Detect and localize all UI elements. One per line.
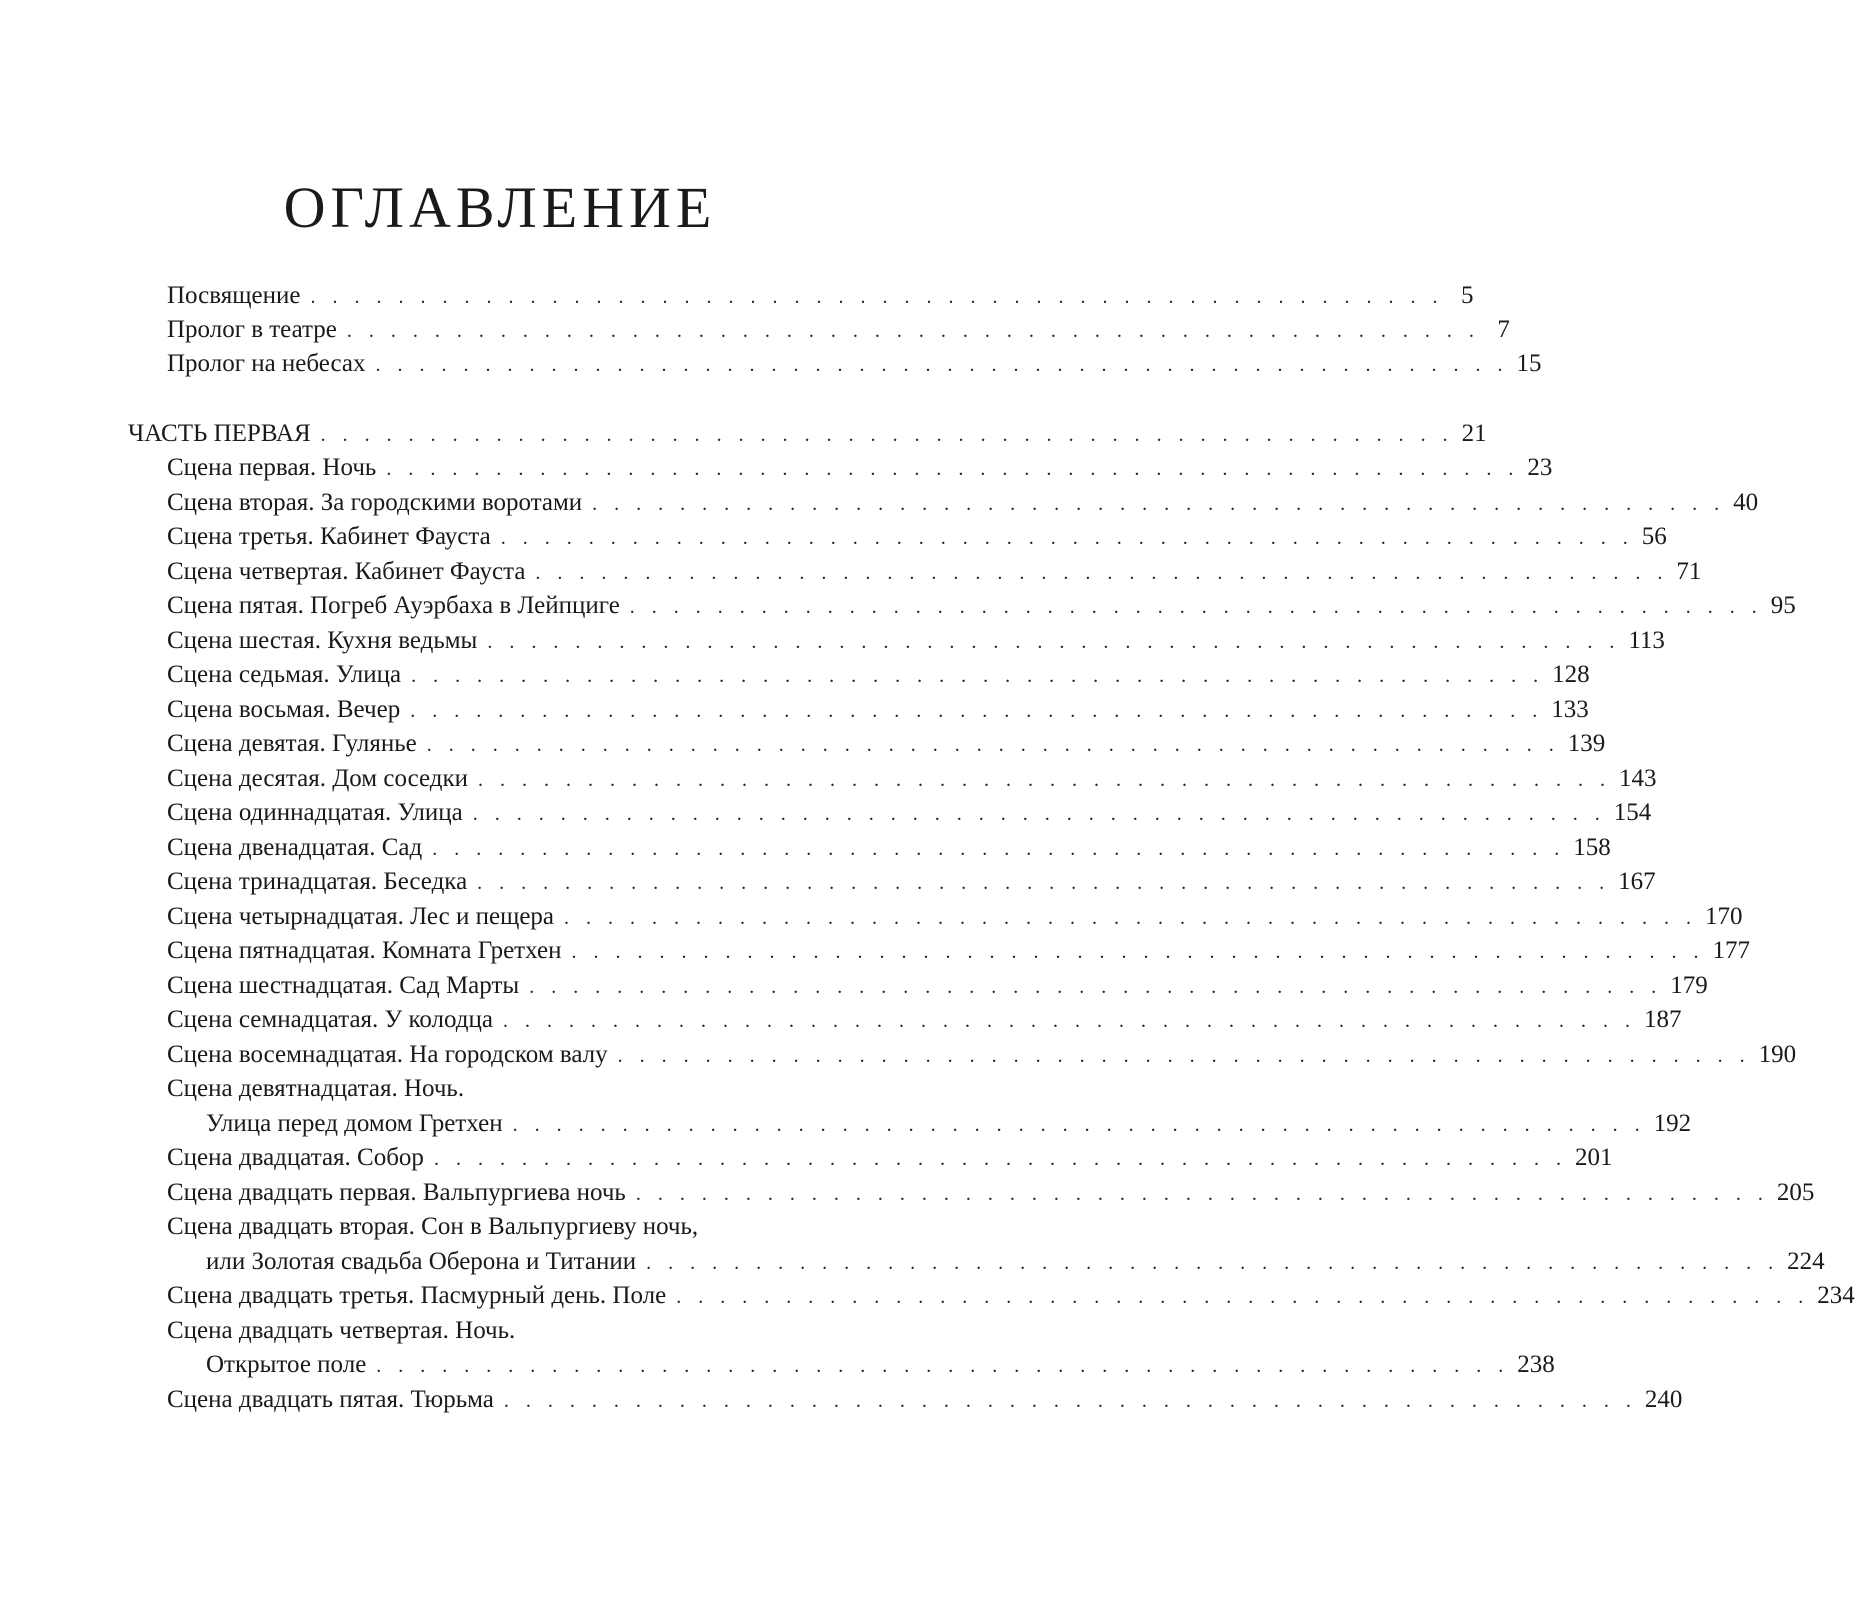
toc-entry-page: 240 [1644,1386,1683,1413]
toc-entry-page: 23 [1527,454,1553,481]
dot-leader: . . . . . . . . . . . . . . . . . . . . . . . . . . . . . . . . . . . . . . . . . . . . . . . . . . . . [535,562,1669,584]
dot-leader: . . . . . . . . . . . . . . . . . . . . . . . . . . . . . . . . . . . . . . . . . . . . . . . . . . . . [320,424,1454,446]
toc-entry-title: Сцена двадцать четвертая. Ночь. [167,1317,516,1344]
toc-entry[interactable] [167,450,1553,486]
dot-leader: . . . . . . . . . . . . . . . . . . . . . . . . . . . . . . . . . . . . . . . . . . . . . . . . . . . . [571,941,1705,963]
toc-entry[interactable] [167,623,1665,659]
dot-leader: . . . . . . . . . . . . . . . . . . . . . . . . . . . . . . . . . . . . . . . . . . . . . . . . . . . . [386,458,1520,480]
toc-entry-page: 205 [1776,1179,1815,1206]
toc-entry[interactable] [167,692,1589,728]
toc-entry[interactable] [167,795,1652,831]
dot-leader: . . . . . . . . . . . . . . . . . . . . . . . . . . . . . . . . . . . . . . . . . . . . . . . . . . . . [426,734,1560,756]
dot-leader: . . . . . . . . . . . . . . . . . . . . . . . . . . . . . . . . . . . . . . . . . . . . . . . . . . . . [617,1045,1751,1067]
toc-entry-title: ЧАСТЬ ПЕРВАЯ [128,420,311,447]
toc-entry[interactable] [167,726,1606,762]
toc-entry-page: 154 [1613,799,1652,826]
toc-entry-page: 128 [1552,661,1590,688]
toc-entry-page: 133 [1551,696,1589,723]
toc-entry-title: Сцена двадцать вторая. Сон в Вальпургиеву ночь, [167,1213,699,1240]
toc-entry[interactable] [167,1313,854,1349]
dot-leader: . . . . . . . . . . . . . . . . . . . . . . . . . . . . . . . . . . . . . . . . . . . . . . . . . . . . [635,1183,1769,1205]
toc-entry-page: 15 [1516,350,1542,377]
toc-entry-title: Сцена четырнадцатая. Лес и пещера [167,903,555,930]
dot-leader: . . . . . . . . . . . . . . . . . . . . . . . . . . . . . . . . . . . . . . . . . . . . . . . . . . . . [411,665,1545,687]
toc-entry-page: 187 [1644,1006,1682,1033]
dot-leader: . . . . . . . . . . . . . . . . . . . . . . . . . . . . . . . . . . . . . . . . . . . . . . . . . . . . [564,907,1698,929]
toc-entry-page: 167 [1618,868,1656,895]
page-title: ОГЛАВЛЕНИЕ [283,175,717,240]
toc-entry[interactable] [167,1071,854,1107]
dot-leader: . . . . . . . . . . . . . . . . . . . . . . . . . . . . . . . . . . . . . . . . . . . . . . . . . . . . [472,803,1606,825]
toc-entry-title: Пролог в театре [167,316,337,343]
toc-entry-title: Сцена двадцать третья. Пасмурный день. Поле [167,1282,667,1309]
dot-leader: . . . . . . . . . . . . . . . . . . . . . . . . . . . . . . . . . . . . . . . . . . . . . . . . . . . . [592,493,1726,515]
toc-entry-title: Улица перед домом Гретхен [206,1110,503,1137]
toc-entry-continuation[interactable] [206,1106,1692,1142]
toc-entry-page: 113 [1628,627,1665,654]
toc-entry-title: Сцена шестая. Кухня ведьмы [167,627,478,654]
dot-leader: . . . . . . . . . . . . . . . . . . . . . . . . . . . . . . . . . . . . . . . . . . . . . . . . . . . . [478,769,1612,791]
toc-entry-title: Сцена одиннадцатая. Улица [167,799,463,826]
toc-entry[interactable] [167,761,1657,797]
dot-leader: . . . . . . . . . . . . . . . . . . . . . . . . . . . . . . . . . . . . . . . . . . . . . . . . . . . . [529,976,1663,998]
dot-leader: . . . . . . . . . . . . . . . . . . . . . . . . . . . . . . . . . . . . . . . . . . . . . . . . . . . . [629,596,1763,618]
toc-entry[interactable] [167,933,1750,969]
dot-leader: . . . . . . . . . . . . . . . . . . . . . . . . . . . . . . . . . . . . . . . . . . . . . . . . . . . . [500,527,1634,549]
toc-entry[interactable] [167,1382,1683,1418]
toc-entry-page: 7 [1497,316,1510,343]
toc-entry[interactable] [167,519,1667,555]
toc-entry[interactable] [167,1175,1815,1211]
toc-entry[interactable] [167,312,1510,348]
toc-entry-title: Посвящение [167,282,301,309]
dot-leader: . . . . . . . . . . . . . . . . . . . . . . . . . . . . . . . . . . . . . . . . . . . . . . . . . . . . [477,872,1611,894]
toc-entry-title: Сцена десятая. Дом соседки [167,765,469,792]
toc-entry-title: Пролог на небесах [167,350,366,377]
toc-entry-title: Сцена восемнадцатая. На городском валу [167,1041,608,1068]
dot-leader: . . . . . . . . . . . . . . . . . . . . . . . . . . . . . . . . . . . . . . . . . . . . . . . . . . . . [376,1355,1510,1377]
toc-entry-page: 95 [1770,592,1796,619]
toc-entry-page: 158 [1573,834,1611,861]
toc-entry-continuation[interactable] [206,1347,1555,1383]
dot-leader: . . . . . . . . . . . . . . . . . . . . . . . . . . . . . . . . . . . . . . . . . . . . . . . . . . . . [432,838,1566,860]
toc-entry-title: Сцена тринадцатая. Беседка [167,868,468,895]
toc-entry-page: 201 [1574,1144,1613,1171]
toc-entry[interactable] [167,588,1796,624]
toc-entry-title: Сцена шестнадцатая. Сад Марты [167,972,520,999]
toc-entry-title: Сцена двенадцатая. Сад [167,834,423,861]
dot-leader: . . . . . . . . . . . . . . . . . . . . . . . . . . . . . . . . . . . . . . . . . . . . . . . . . . . . [487,631,1621,653]
toc-entry-title: Сцена пятнадцатая. Комната Гретхен [167,937,562,964]
toc-entry-page: 139 [1567,730,1606,757]
toc-part-heading[interactable] [128,416,1487,452]
toc-entry-title: Сцена четвертая. Кабинет Фауста [167,558,526,585]
toc-entry-title: Сцена седьмая. Улица [167,661,402,688]
toc-entry-page: 238 [1517,1351,1555,1378]
toc-entry-page: 234 [1817,1282,1855,1309]
toc-entry[interactable] [167,968,1708,1004]
toc-entry-page: 5 [1460,282,1474,309]
toc-entry-title: Сцена пятая. Погреб Ауэрбаха в Лейпциге [167,592,620,619]
toc-entry-page: 21 [1461,420,1487,447]
dot-leader: . . . . . . . . . . . . . . . . . . . . . . . . . . . . . . . . . . . . . . . . . . . . . . . . . . . . [503,1390,1637,1412]
toc-entry-page: 56 [1641,523,1667,550]
toc-entry-page: 224 [1787,1248,1825,1275]
toc-entry[interactable] [167,1002,1682,1038]
toc-entry-title: Сцена двадцать пятая. Тюрьма [167,1386,494,1413]
toc-entry-title: Сцена девятая. Гулянье [167,730,417,757]
toc-entry[interactable] [167,485,1759,521]
toc-entry-title: Сцена третья. Кабинет Фауста [167,523,491,550]
toc-entry-page: 40 [1733,489,1759,516]
toc-entry-page: 179 [1670,972,1708,999]
toc-entry-continuation[interactable] [206,1244,1825,1280]
toc-entry-title: Сцена первая. Ночь [167,454,377,481]
dot-leader: . . . . . . . . . . . . . . . . . . . . . . . . . . . . . . . . . . . . . . . . . . . . . . . . . . . . [410,700,1544,722]
dot-leader: . . . . . . . . . . . . . . . . . . . . . . . . . . . . . . . . . . . . . . . . . . . . . . . . . . . . [310,286,1444,308]
dot-leader: . . . . . . . . . . . . . . . . . . . . . . . . . . . . . . . . . . . . . . . . . . . . . . . . . . . . [676,1286,1810,1308]
toc-entry-title: Сцена двадцать первая. Вальпургиева ночь [167,1179,626,1206]
toc-entry-page: 71 [1676,558,1702,585]
toc-entry[interactable] [167,1140,1613,1176]
toc-entry[interactable] [167,830,1611,866]
toc-entry-title: Сцена девятнадцатая. Ночь. [167,1075,465,1102]
toc-entry-page: 177 [1712,937,1750,964]
toc-entry-title: Сцена вторая. За городскими воротами [167,489,583,516]
dot-leader: . . . . . . . . . . . . . . . . . . . . . . . . . . . . . . . . . . . . . . . . . . . . . . . . . . . . [346,320,1480,342]
dot-leader: . . . . . . . . . . . . . . . . . . . . . . . . . . . . . . . . . . . . . . . . . . . . . . . . . . . . [375,354,1509,376]
toc-entry-page: 190 [1758,1041,1797,1068]
toc-entry[interactable] [167,1278,1855,1314]
toc-entry[interactable] [167,1209,854,1245]
toc-entry[interactable] [167,864,1656,900]
toc-entry[interactable] [167,278,1474,314]
dot-leader: . . . . . . . . . . . . . . . . . . . . . . . . . . . . . . . . . . . . . . . . . . . . . . . . . . . . [503,1010,1636,1032]
toc-entry[interactable] [167,657,1590,693]
toc-entry[interactable] [167,899,1743,935]
toc-entry-page: 170 [1705,903,1743,930]
toc-entry[interactable] [167,1037,1797,1073]
toc-entry-title: Открытое поле [206,1351,367,1378]
toc-entry[interactable] [167,346,1542,382]
toc-entry-title: Сцена двадцатая. Собор [167,1144,424,1171]
toc-entry-title: Сцена восьмая. Вечер [167,696,401,723]
toc-entry-title: Сцена семнадцатая. У колодца [167,1006,493,1033]
dot-leader: . . . . . . . . . . . . . . . . . . . . . . . . . . . . . . . . . . . . . . . . . . . . . . . . . . . . [512,1114,1646,1136]
toc-entry-title: или Золотая свадьба Оберона и Титании [206,1248,637,1275]
toc-entry-page: 143 [1619,765,1657,792]
dot-leader: . . . . . . . . . . . . . . . . . . . . . . . . . . . . . . . . . . . . . . . . . . . . . . . . . . . . [646,1252,1780,1274]
dot-leader: . . . . . . . . . . . . . . . . . . . . . . . . . . . . . . . . . . . . . . . . . . . . . . . . . . . . [433,1148,1567,1170]
toc-entry[interactable] [167,554,1702,590]
toc-entry-page: 192 [1653,1110,1692,1137]
